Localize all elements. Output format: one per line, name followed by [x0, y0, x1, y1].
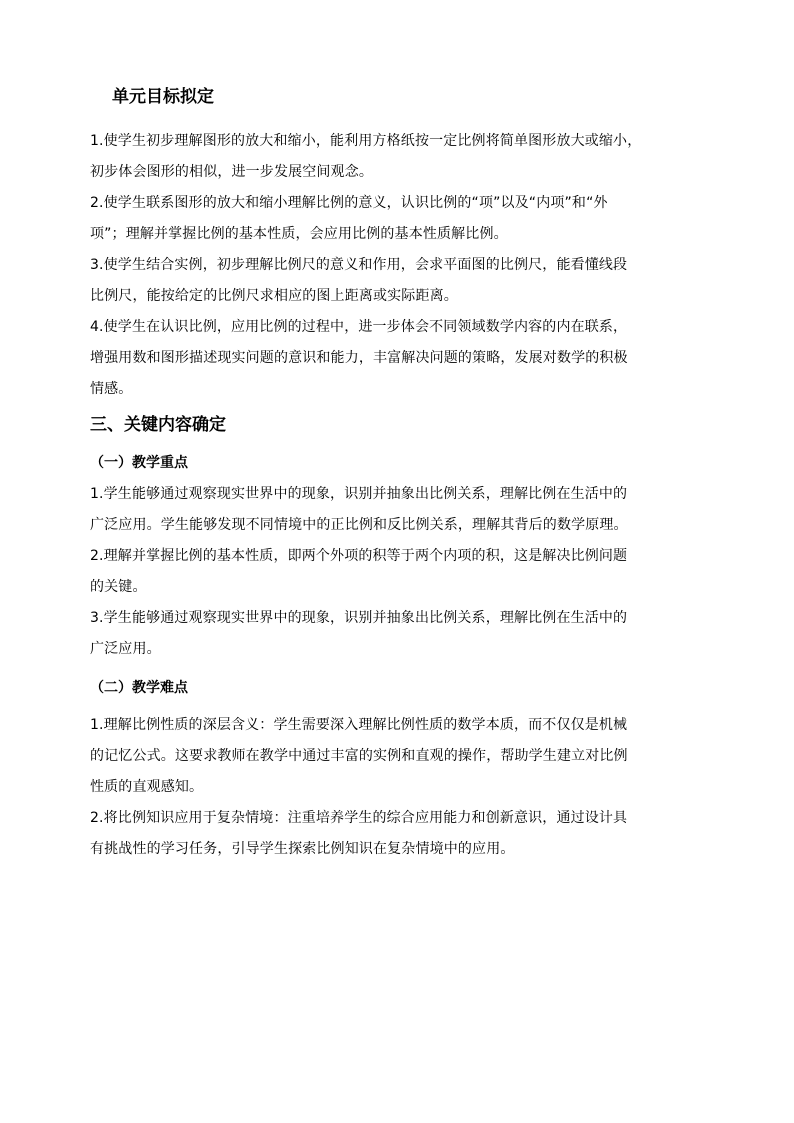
difficulty-line: 性质的直观感知。	[90, 779, 204, 795]
unit-goal-line: 比例尺，能按给定的比例尺求相应的图上距离或实际距离。	[90, 288, 458, 304]
difficulty-line: 的记忆公式。这要求教师在教学中通过丰富的实例和直观的操作，帮助学生建立对比例	[90, 748, 628, 764]
focus-line: 广泛应用。	[90, 641, 161, 657]
unit-goal-line: 1.使学生初步理解图形的放大和缩小，能利用方格纸按一定比例将简单图形放大或缩小，	[90, 133, 642, 149]
unit-goal-line: 2.使学生联系图形的放大和缩小理解比例的意义，认识比例的“项”以及“内项”和“外	[90, 195, 608, 211]
focus-line: 的关键。	[90, 579, 147, 595]
difficulty-line: 2.将比例知识应用于复杂情境：注重培养学生的综合应用能力和创新意识，通过设计具	[90, 810, 628, 826]
unit-goal-line: 增强用数和图形描述现实问题的意识和能力，丰富解决问题的策略，发展对数学的积极	[90, 350, 628, 366]
focus-line: 2.理解并掌握比例的基本性质，即两个外项的积等于两个内项的积，这是解决比例问题	[90, 548, 628, 564]
unit-goal-line: 项”；理解并掌握比例的基本性质，会应用比例的基本性质解比例。	[90, 226, 508, 242]
focus-line: 广泛应用。学生能够发现不同情境中的正比例和反比例关系，理解其背后的数学原理。	[90, 517, 628, 533]
unit-goal-line: 情感。	[90, 381, 133, 397]
teaching-difficulty-heading: （二）教学难点	[90, 680, 188, 696]
focus-line: 3.学生能够通过观察现实世界中的现象，识别并抽象出比例关系，理解比例在生活中的	[90, 610, 628, 626]
unit-goal-line: 初步体会图形的相似，进一步发展空间观念。	[90, 164, 373, 180]
teaching-focus-heading: （一）教学重点	[90, 455, 188, 471]
unit-goals-heading: 单元目标拟定	[112, 87, 214, 107]
unit-goal-line: 4.使学生在认识比例，应用比例的过程中，进一步体会不同领域数学内容的内在联系，	[90, 319, 628, 335]
unit-goal-line: 3.使学生结合实例，初步理解比例尺的意义和作用，会求平面图的比例尺，能看懂线段	[90, 257, 628, 273]
focus-line: 1.学生能够通过观察现实世界中的现象，识别并抽象出比例关系，理解比例在生活中的	[90, 486, 628, 502]
difficulty-line: 1.理解比例性质的深层含义：学生需要深入理解比例性质的数学本质，而不仅仅是机械	[90, 717, 628, 733]
key-content-heading: 三、关键内容确定	[90, 415, 226, 435]
difficulty-line: 有挑战性的学习任务，引导学生探索比例知识在复杂情境中的应用。	[90, 841, 515, 857]
